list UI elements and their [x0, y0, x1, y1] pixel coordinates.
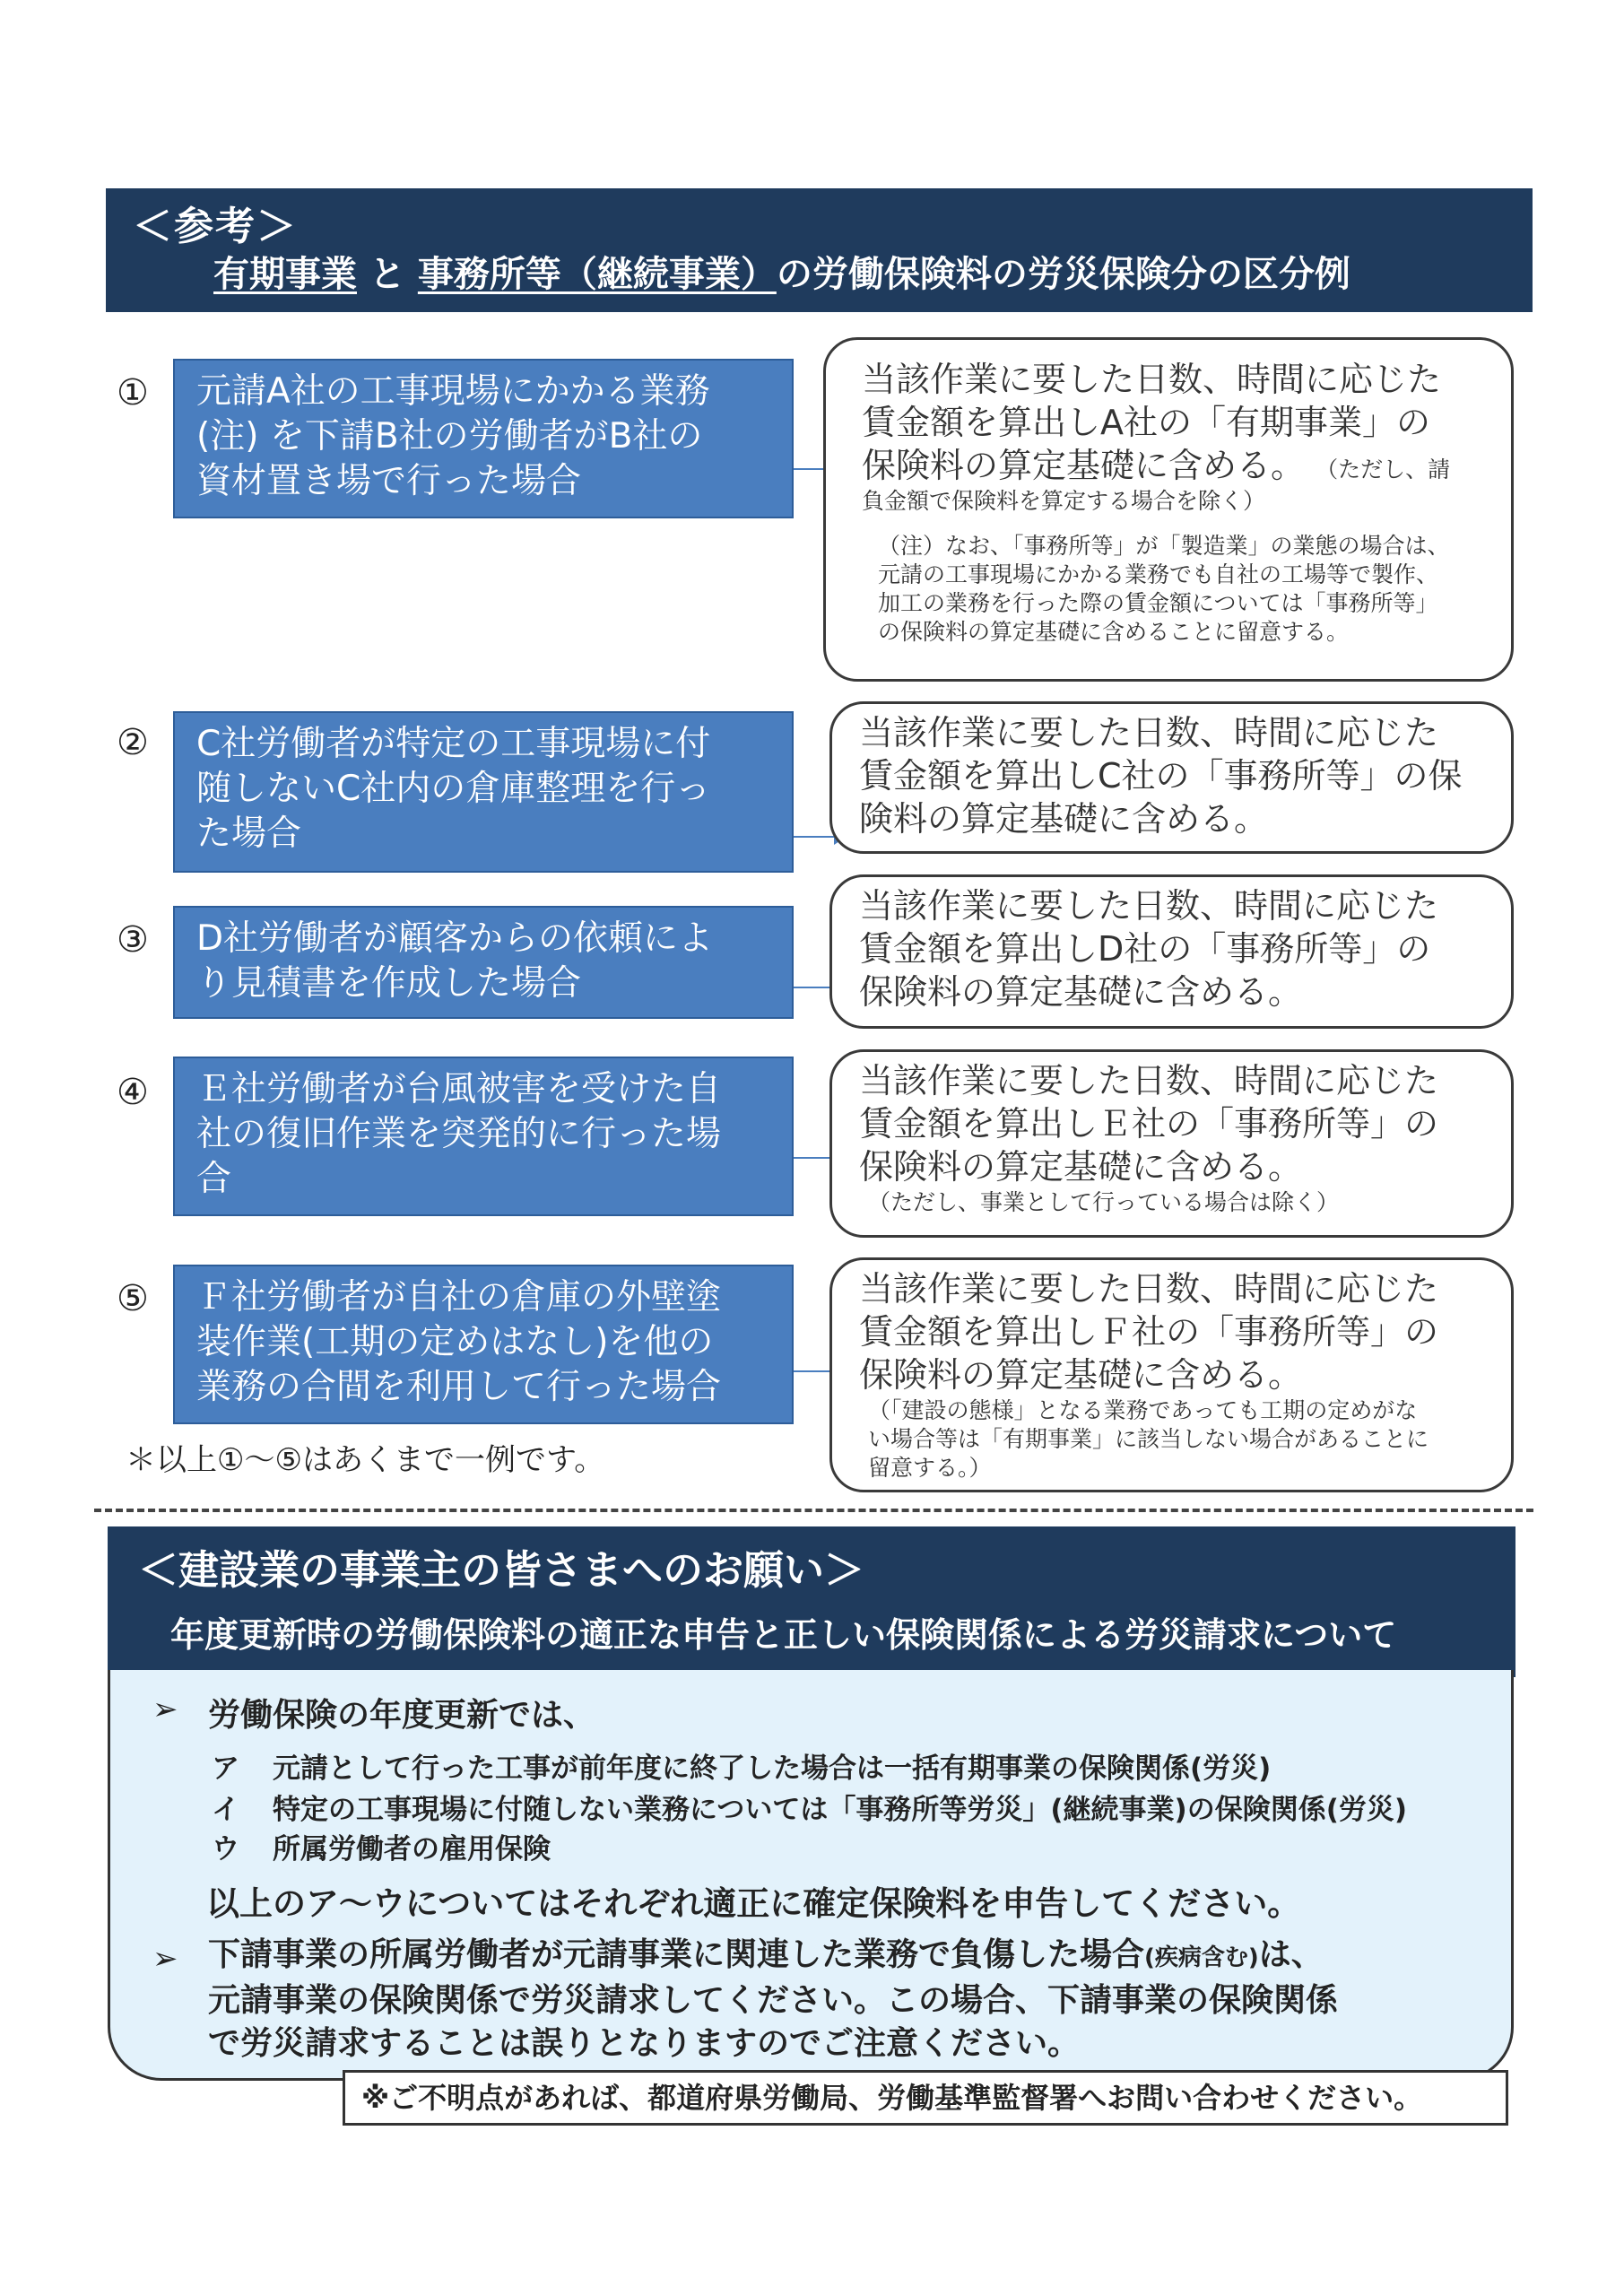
result-line: 賃金額を算出しＥ社の「事務所等」の	[859, 1104, 1439, 1144]
case-line: D社労働者が顧客からの依頼によ	[196, 918, 714, 959]
result-note: （ただし、事業として行っている場合は除く）	[868, 1189, 1340, 1215]
example-number: ⑤	[117, 1278, 149, 1319]
example-case	[173, 1057, 794, 1216]
example-case	[173, 1265, 794, 1424]
claim-tail: は、	[1258, 1936, 1324, 1973]
example-result	[829, 874, 1514, 1029]
note-line: 元請の工事現場にかかる業務でも自社の工場等で製作、	[878, 561, 1439, 587]
footnote: ＊以上①～⑤はあくまで一例です。	[126, 1442, 605, 1478]
example-case	[173, 711, 794, 873]
item-text: 特定の工事現場に付随しない業務については「事務所等労災」(継続事業)の保険関係(労災)	[273, 1794, 1408, 1826]
claim-line: で労災請求することは誤りとなりますのでご注意ください。	[208, 2025, 1081, 2062]
example-result	[829, 701, 1514, 854]
result-line: 当該作業に要した日数、時間に応じた	[862, 360, 1442, 399]
note-line: の保険料の算定基礎に含めることに留意する。	[878, 619, 1350, 645]
bullet-claim	[208, 1934, 1338, 2066]
result-line: 賃金額を算出しD社の「事務所等」の	[859, 929, 1431, 969]
reference-title: ＜参考＞	[133, 204, 298, 249]
case-line: 社の復旧作業を突発的に行った場	[196, 1114, 722, 1154]
bullet-marker: ➢	[152, 1941, 178, 1977]
case-line: り見積書を作成した場合	[196, 963, 582, 1004]
bullet-annual-renewal: 労働保険の年度更新では、	[208, 1697, 596, 1734]
note-line: い場合等は「有期事業」に該当しない場合があることに	[868, 1426, 1429, 1452]
example-result	[829, 1049, 1514, 1238]
case-line: 業務の合間を利用して行った場合	[196, 1367, 722, 1407]
result-line: 賃金額を算出しA社の「有期事業」の	[862, 403, 1430, 442]
case-line: 資材置き場で行った場合	[196, 461, 582, 501]
claim-line: 元請事業の保険関係で労災請求してください。この場合、下請事業の保険関係	[208, 1982, 1339, 2019]
result-line: 当該作業に要した日数、時間に応じた	[859, 886, 1439, 926]
case-line: 合	[196, 1159, 232, 1199]
item-label: ウ	[212, 1833, 239, 1866]
result-note-inline: （ただし、請	[1316, 457, 1451, 483]
subtitle-fixed-term: 有期事業	[213, 254, 357, 295]
divider	[94, 1509, 1533, 1512]
reference-header	[106, 188, 1533, 312]
case-line: 随しないC社内の倉庫整理を行っ	[196, 769, 711, 809]
subtitle-conj: と	[357, 254, 418, 295]
result-line: 保険料の算定基礎に含める。	[859, 972, 1303, 1012]
result-line: 険料の算定基礎に含める。	[859, 799, 1269, 839]
note-line: 留意する。）	[868, 1455, 992, 1481]
example-case	[173, 359, 794, 518]
item-text: 所属労働者の雇用保険	[273, 1833, 551, 1866]
request-subtitle: 年度更新時の労働保険料の適正な申告と正しい保険関係による労災請求について	[170, 1615, 1397, 1655]
case-line: た場合	[196, 813, 302, 854]
case-line: Ｆ社労働者が自社の倉庫の外壁塗	[196, 1277, 722, 1318]
case-line: Ｅ社労働者が台風被害を受けた自	[196, 1069, 722, 1109]
item-label: イ	[212, 1794, 239, 1826]
example-result	[829, 1257, 1514, 1492]
note-line: （「建設の態様」となる業務であっても工期の定めがな	[868, 1397, 1418, 1423]
request-header	[108, 1526, 1515, 1677]
case-line: C社労働者が特定の工事現場に付	[196, 724, 711, 764]
result-line: 当該作業に要した日数、時間に応じた	[859, 1269, 1439, 1309]
result-line: 賃金額を算出しC社の「事務所等」の保	[859, 756, 1463, 796]
note-line: 加工の業務を行った際の賃金額については「事務所等」	[878, 590, 1438, 616]
claim-small: (疾病含む)	[1144, 1944, 1259, 1971]
item-text: 元請として行った工事が前年度に終了した場合は一括有期事業の保険関係(労災)	[273, 1752, 1272, 1785]
example-case	[173, 906, 794, 1019]
result-line: 保険料の算定基礎に含める。	[859, 1355, 1303, 1395]
claim-line: 下請事業の所属労働者が元請事業に関連した業務で負傷した場合	[208, 1936, 1145, 1973]
note-line: （注）なお、「事務所等」が「製造業」の業態の場合は、	[878, 533, 1450, 559]
bullet-marker: ➢	[152, 1692, 178, 1727]
case-line: 装作業(工期の定めはなし)を他の	[196, 1322, 714, 1362]
result-note: 負金額で保険料を算定する場合を除く）	[862, 488, 1266, 514]
item-label: ア	[212, 1752, 239, 1785]
result-line: 保険料の算定基礎に含める。	[862, 446, 1306, 485]
summary-text: 以上のア～ウについてはそれぞれ適正に確定保険料を申告してください。	[206, 1884, 1301, 1923]
example-number: ①	[117, 372, 149, 413]
contact-note: ※ご不明点があれば、都道府県労働局、労働基準監督署へお問い合わせください。	[343, 2070, 1508, 2126]
example-result	[823, 337, 1514, 682]
example-number: ③	[117, 919, 149, 961]
case-line: (注) を下請B社の労働者がB社の	[196, 416, 703, 457]
arrow-connector	[794, 836, 837, 838]
result-line: 保険料の算定基礎に含める。	[859, 1147, 1303, 1187]
subtitle-rest: の労働保険料の労災保険分の区分例	[776, 254, 1350, 295]
example-number: ④	[117, 1072, 149, 1113]
result-line: 当該作業に要した日数、時間に応じた	[859, 1061, 1439, 1100]
result-line: 当該作業に要した日数、時間に応じた	[859, 713, 1439, 752]
result-line: 賃金額を算出しＦ社の「事務所等」の	[859, 1312, 1439, 1352]
reference-subtitle	[213, 246, 1350, 297]
request-title: ＜建設業の事業主の皆さまへのお願い＞	[138, 1546, 865, 1594]
subtitle-office: 事務所等（継続事業）	[417, 254, 777, 295]
case-line: 元請A社の工事現場にかかる業務	[196, 371, 710, 412]
example-number: ②	[117, 722, 149, 763]
